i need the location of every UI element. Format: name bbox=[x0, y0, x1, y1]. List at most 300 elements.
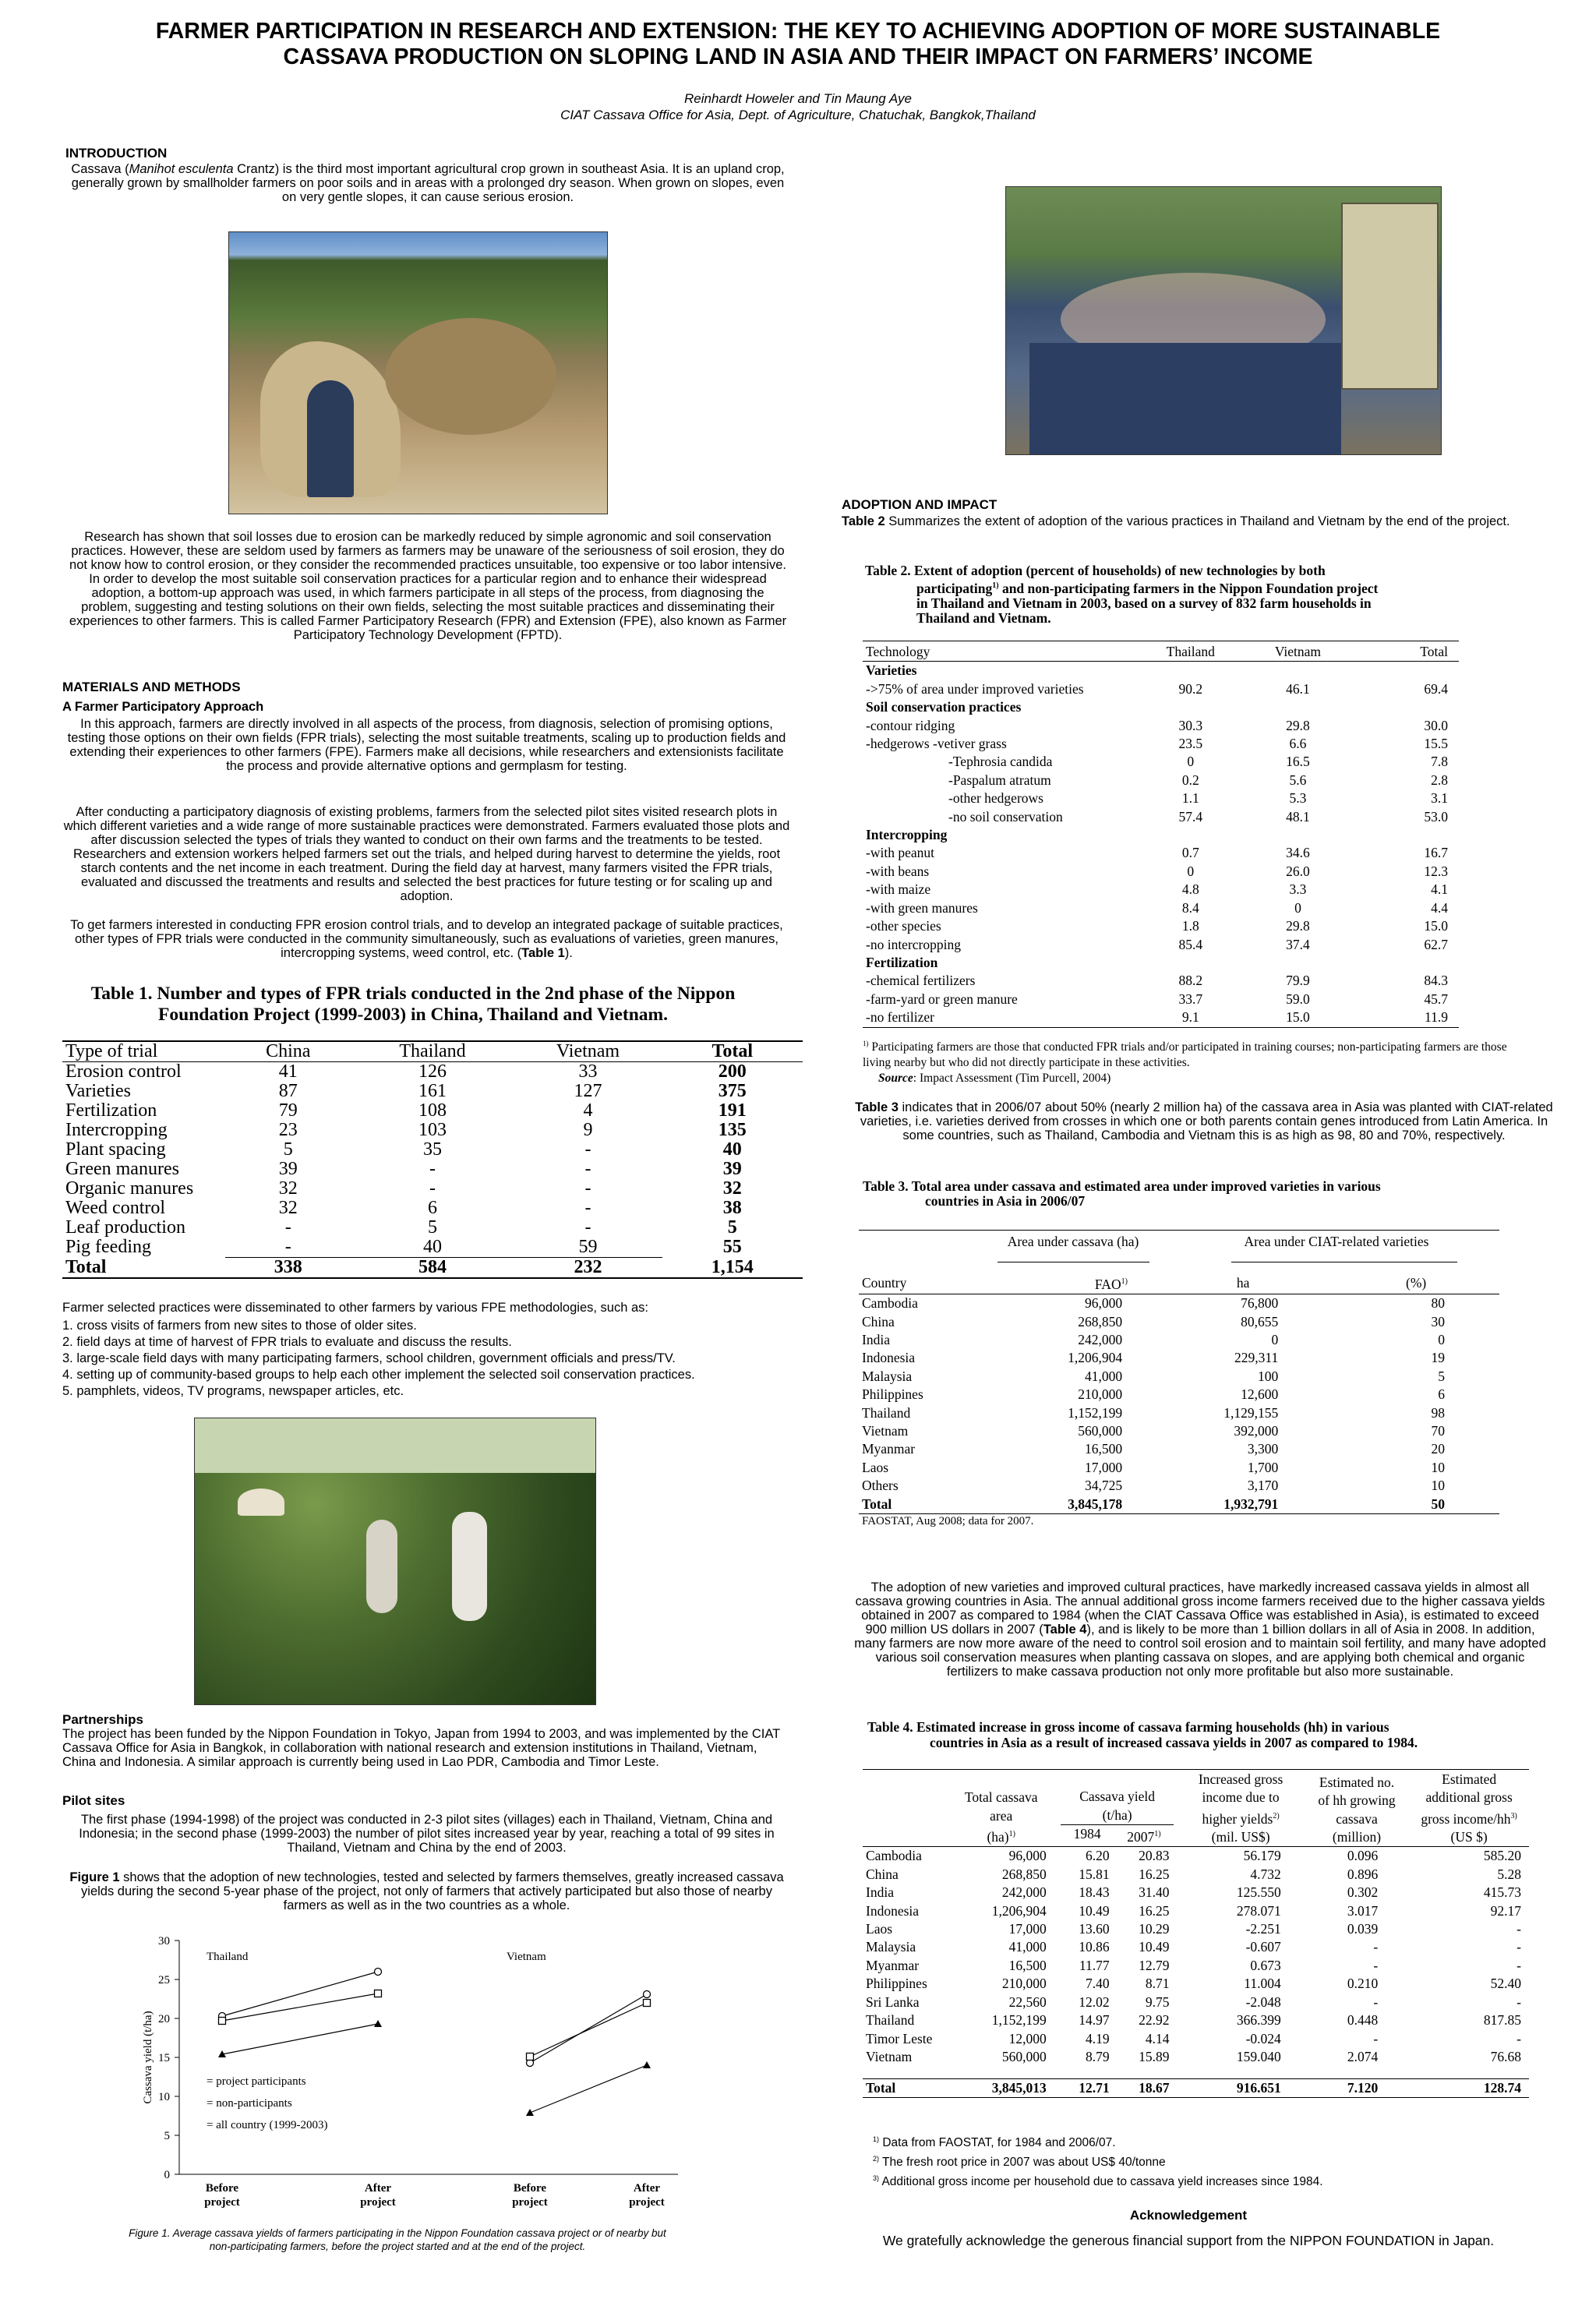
table2-cell: 1.1 bbox=[1181, 790, 1199, 807]
table1-cell: 40 bbox=[351, 1238, 514, 1258]
table4-cell: 15.81 bbox=[1079, 1866, 1110, 1882]
table2-cell: 1.8 bbox=[1181, 918, 1199, 934]
table3-row bbox=[859, 1331, 1499, 1349]
table1-cell: 127 bbox=[574, 1081, 602, 1101]
table1-cell: Organic manures bbox=[65, 1178, 194, 1199]
table2-cell: 7.8 bbox=[1431, 754, 1448, 770]
table2-cell: -with green manures bbox=[866, 899, 978, 916]
table2-caption: Table 2. Extent of adoption (percent of households) of new technologies by both participating$^{1)}$ and non-participating farmers in the Nippon Foundation project in Thailand and Vietnam in 2003, based on a survey of 832 farm households in Thailand and Vietnam. bbox=[865, 563, 1379, 626]
table2-cell bbox=[1351, 698, 1459, 716]
table4-total-cell: Total bbox=[863, 2078, 945, 2097]
table4-cell: 20.83 bbox=[1139, 1848, 1170, 1864]
table2-cell: 4.1 bbox=[1431, 881, 1448, 898]
table2-cell: ->75% of area under improved varieties bbox=[866, 680, 1084, 697]
table2-cell: Soil conservation practices bbox=[866, 699, 1022, 715]
table1-total-cell: 584 bbox=[351, 1258, 514, 1279]
series-line bbox=[222, 2024, 378, 2054]
table4-cell: 11.004 bbox=[1244, 1976, 1281, 1992]
intro-paragraph-2: Research has shown that soil losses due to erosion can be markedly reduced by simple agronomic and soil conservation practices. However, these are seldom used by farmers as farmers may be unaware of the seriousness of soil erosion, they do not know how to control erosion, or they consider the recommended practices unsuitable, too expensive or too labor intensive. In order to develop the most suitable soil conservation practices for a particular region and to enhance their widespread adoption, a bottom-up approach was used, in which farmers participate in all steps of the process, from diagnosing the problem, suggesting and testing solutions on their own fields, selecting the most suitable practices and disseminating their experiences to other farmers. This is called Farmer Participatory Research (FPR) and Extension (FPE), also known as Farmer Participatory Technology Development (FPTD). bbox=[69, 530, 787, 642]
table4-cell: - bbox=[1373, 1993, 1379, 2010]
table4-cell: 52.40 bbox=[1490, 1976, 1521, 1992]
table3-cell: 20 bbox=[1431, 1441, 1445, 1457]
table4-row bbox=[863, 1975, 1529, 1993]
pilot-text: The first phase (1994-1998) of the project was conducted in 2-3 pilot sites (villages) each in Thailand, Vietnam, China and Indonesia; in the second phase (1999-2003) the number of pilot sites increased year by year, reaching a total of 99 sites in Thailand, Vietnam and China by the end of 2003. bbox=[79, 1813, 775, 1855]
table4-cell: Cambodia bbox=[866, 1848, 922, 1864]
table2-cell: 88.2 bbox=[1178, 973, 1203, 989]
figure1-caption: Figure 1. Average cassava yields of farmers participating in the Nippon Foundation cassava project or of nearby but non-participating farmers, before the project started and at the end of the project. bbox=[129, 2227, 666, 2252]
dissemination-intro: Farmer selected practices were disseminated to other farmers by various FPE methodologies, such as: bbox=[62, 1301, 648, 1315]
table4-cell: 2.074 bbox=[1347, 2048, 1379, 2064]
table4-cell: 159.040 bbox=[1236, 2048, 1281, 2064]
table4-cell: Sri Lanka bbox=[866, 1993, 920, 2010]
table4-cell: 10.29 bbox=[1139, 1921, 1170, 1937]
table3-cell: 98 bbox=[1431, 1404, 1445, 1421]
table4-cell: - bbox=[1373, 2030, 1379, 2046]
table3-caption: Table 3. Total area under cassava and estimated area under improved varieties in various countries in Asia in 2006/07 bbox=[863, 1178, 1381, 1209]
table3-row bbox=[859, 1477, 1499, 1495]
table2-cell: 30.0 bbox=[1424, 717, 1448, 733]
table1-cell: - bbox=[225, 1238, 351, 1258]
table4-cell: Myanmar bbox=[866, 1957, 920, 1973]
table2-row bbox=[863, 698, 1459, 716]
table4-cell: 31.40 bbox=[1139, 1884, 1170, 1901]
table4-cell: 817.85 bbox=[1483, 2012, 1521, 2029]
table3-row bbox=[859, 1422, 1499, 1440]
table3-cell: China bbox=[862, 1313, 895, 1330]
table1-header-cell: Vietnam bbox=[514, 1042, 662, 1062]
x-tick-label: project bbox=[629, 2196, 665, 2209]
table3-cell: 3,170 bbox=[1247, 1478, 1279, 1494]
data-point-triangle bbox=[526, 2109, 534, 2116]
data-point-triangle bbox=[374, 2020, 382, 2027]
table2-cell: -with peanut bbox=[866, 845, 934, 861]
table3-cell: 100 bbox=[1258, 1368, 1279, 1384]
table4-total-cell: 916.651 bbox=[1177, 2078, 1304, 2097]
table3-cell: 76,800 bbox=[1241, 1295, 1279, 1312]
table3-total-cell: 3,845,178 bbox=[1026, 1496, 1153, 1514]
table2-cell: 12.3 bbox=[1424, 863, 1448, 879]
table4-cell: 268,850 bbox=[1001, 1866, 1047, 1882]
table2-row bbox=[863, 789, 1459, 807]
table1-cell: 5 bbox=[283, 1139, 293, 1160]
table1-row bbox=[62, 1101, 803, 1121]
table2-cell: 85.4 bbox=[1178, 936, 1203, 952]
table4-cell: 4.14 bbox=[1145, 2030, 1170, 2046]
table4-cell: 16,500 bbox=[1008, 1957, 1047, 1973]
table2-cell: 15.5 bbox=[1424, 736, 1448, 752]
table3-cell: 1,152,199 bbox=[1068, 1404, 1123, 1421]
table4-cell: 210,000 bbox=[1001, 1976, 1047, 1992]
table2-cell: Intercropping bbox=[866, 827, 948, 843]
table2-cell: 15.0 bbox=[1424, 918, 1448, 934]
dissemination-item: 4. setting up of community-based groups to help each other implement the selected soil conservation practices. bbox=[62, 1368, 695, 1382]
table4-cell: 17,000 bbox=[1008, 1921, 1047, 1937]
table3-cell: 96,000 bbox=[1084, 1295, 1123, 1312]
table4-cell: 96,000 bbox=[1008, 1848, 1047, 1864]
table1-cell: Varieties bbox=[65, 1081, 131, 1101]
table4-cell: 0.039 bbox=[1347, 1921, 1379, 1937]
table2-row bbox=[863, 936, 1459, 954]
table2-cell: 23.5 bbox=[1178, 736, 1203, 752]
table4-cell: - bbox=[1517, 1939, 1521, 1955]
table1-total-cell: 232 bbox=[514, 1258, 662, 1279]
figure1-chart bbox=[132, 1929, 694, 2225]
table4-cell: 15.89 bbox=[1139, 2048, 1170, 2064]
legend-entry: = non-participants bbox=[207, 2097, 292, 2110]
table1-cell: 39 bbox=[278, 1159, 298, 1179]
x-tick-label: project bbox=[360, 2196, 396, 2209]
table1-cell: 191 bbox=[718, 1100, 747, 1121]
table3-cell: 0 bbox=[1438, 1332, 1445, 1348]
table1-total-cell: 1,154 bbox=[662, 1258, 803, 1279]
table2-cell: 84.3 bbox=[1424, 973, 1448, 989]
table4-cell: Vietnam bbox=[866, 2048, 913, 2064]
table3-header-cell: (%) bbox=[1333, 1273, 1499, 1294]
table4-cell: 76.68 bbox=[1490, 2048, 1521, 2064]
table3-header-cell: FAO$^{1)}$ bbox=[1026, 1273, 1153, 1294]
table2-cell: 8.4 bbox=[1181, 899, 1199, 916]
table2-row bbox=[863, 881, 1459, 899]
table4-row bbox=[863, 1920, 1529, 1938]
table2-cell: 29.8 bbox=[1286, 918, 1310, 934]
table4-cell: 278.071 bbox=[1236, 1902, 1281, 1919]
table2-cell: 5.3 bbox=[1289, 790, 1307, 807]
table1-cell: - bbox=[429, 1159, 436, 1179]
table4-header-yield: Cassava yield (t/ha) 1984 2007$^{1)}$ bbox=[1058, 1771, 1178, 1847]
title-line2: CASSAVA PRODUCTION ON SLOPING LAND IN ASIA AND THEIR IMPACT ON FARMERS’ INCOME bbox=[283, 44, 1313, 69]
data-point-square bbox=[375, 1990, 382, 1997]
table2-footnote: $^{1)}$ Participating farmers are those that conducted FPR trials and/or participated in training courses; non-participating farmers are those living nearby but who did not directly participate in these activities. Source: Impact Assessment (Tim Purcell, 2004) bbox=[863, 1040, 1507, 1086]
series-line bbox=[222, 1972, 378, 2016]
table1-cell: 32 bbox=[722, 1178, 742, 1199]
table1-cell: Fertilization bbox=[65, 1100, 157, 1121]
table2-cell: 79.9 bbox=[1286, 973, 1310, 989]
table2-header-row bbox=[863, 643, 1459, 662]
series-line bbox=[222, 1993, 378, 2021]
table2-cell: -with maize bbox=[866, 881, 931, 898]
table2-row bbox=[863, 808, 1459, 826]
table2-cell: 53.0 bbox=[1424, 808, 1448, 825]
table2-cell: 29.8 bbox=[1286, 717, 1310, 733]
table2-row bbox=[863, 662, 1459, 680]
table2-cell bbox=[1137, 662, 1245, 680]
table3-total-row bbox=[859, 1496, 1499, 1514]
intro-heading: INTRODUCTION bbox=[65, 146, 168, 161]
table3-cell: 3,300 bbox=[1247, 1441, 1279, 1457]
table2-cell: 16.7 bbox=[1424, 845, 1448, 861]
panel-title: Thailand bbox=[207, 1951, 249, 1963]
table1-row bbox=[62, 1218, 803, 1238]
table3-row bbox=[859, 1294, 1499, 1313]
farmer-figure bbox=[307, 380, 354, 497]
methods-paragraph-1: In this approach, farmers are directly involved in all aspects of the process, from diagnosis, selection of promising options, testing those options on their own fields (FPR trials), selecting the most suitable treatments, scaling up to production fields and extending their experiences to other farmers (FPE). Farmers make all decisions, while researchers and extensionists facilitate the process and provide alternative options and germplasm for testing. bbox=[67, 717, 786, 773]
table2-cell: -chemical fertilizers bbox=[866, 973, 976, 989]
table2-row bbox=[863, 899, 1459, 917]
table3-cell: Thailand bbox=[862, 1404, 911, 1421]
table4-cell: 6.20 bbox=[1085, 1848, 1110, 1864]
x-tick-label: After bbox=[364, 2182, 392, 2195]
table3 bbox=[859, 1273, 1499, 1528]
table2-row bbox=[863, 735, 1459, 753]
table2-row bbox=[863, 753, 1459, 771]
table1-cell: 23 bbox=[278, 1120, 298, 1140]
data-point-circle bbox=[644, 1991, 651, 1998]
title-line1: FARMER PARTICIPATION IN RESEARCH AND EXTENSION: THE KEY TO ACHIEVING ADOPTION OF MORE SUSTAINABLE bbox=[155, 19, 1441, 44]
table2-cell: 4.8 bbox=[1181, 881, 1199, 898]
table3-cell: 1,129,155 bbox=[1223, 1404, 1279, 1421]
table1-header-cell: Type of trial bbox=[62, 1042, 225, 1062]
table2-row bbox=[863, 826, 1459, 844]
table2-cell: 69.4 bbox=[1424, 680, 1448, 697]
table3-row bbox=[859, 1349, 1499, 1367]
table4-cell: 41,000 bbox=[1008, 1939, 1047, 1955]
data-point-triangle bbox=[643, 2061, 651, 2068]
table3-cell: 242,000 bbox=[1078, 1332, 1123, 1348]
table4-header-row bbox=[863, 1771, 1529, 1847]
table2-cell bbox=[1137, 698, 1245, 716]
table1-cell: 32 bbox=[278, 1178, 298, 1199]
table3-cell: 268,850 bbox=[1078, 1313, 1123, 1330]
table3-cell: 70 bbox=[1431, 1423, 1445, 1439]
table2-row bbox=[863, 972, 1459, 990]
table1-cell: 79 bbox=[278, 1100, 298, 1121]
y-tick-label: 30 bbox=[158, 1935, 170, 1948]
table1-cell: 200 bbox=[718, 1061, 747, 1082]
table4-cell: 22.92 bbox=[1139, 2012, 1170, 2029]
table4-cell: Laos bbox=[866, 1921, 893, 1937]
hat-figure bbox=[238, 1488, 284, 1516]
table4-cell: 0.096 bbox=[1347, 1848, 1379, 1864]
table2-cell bbox=[1245, 662, 1352, 680]
table3-cell: 80 bbox=[1431, 1295, 1445, 1312]
table2-cell: -other hedgerows bbox=[948, 790, 1043, 807]
table4-cell: 7.40 bbox=[1085, 1976, 1110, 1992]
legend-entry: = project participants bbox=[207, 2075, 306, 2088]
table3-row bbox=[859, 1440, 1499, 1458]
table1-cell: 35 bbox=[423, 1139, 442, 1160]
table2-cell: 90.2 bbox=[1178, 680, 1203, 697]
data-point-circle bbox=[375, 1969, 382, 1976]
table1-cell: 38 bbox=[722, 1198, 742, 1218]
table1-header-cell: Total bbox=[662, 1042, 803, 1062]
table4-cell: 415.73 bbox=[1483, 1884, 1521, 1901]
table4-cell: 125.550 bbox=[1236, 1884, 1281, 1901]
table3-cell: 17,000 bbox=[1084, 1459, 1123, 1475]
table3-header-row bbox=[859, 1273, 1499, 1294]
table1-cell: 33 bbox=[578, 1061, 598, 1082]
table3-cell: Cambodia bbox=[862, 1295, 918, 1312]
table2-cell bbox=[1351, 954, 1459, 972]
table1-cell: - bbox=[284, 1217, 291, 1238]
table2-row bbox=[863, 917, 1459, 935]
panel-title: Vietnam bbox=[507, 1951, 546, 1963]
table3-cell: 12,600 bbox=[1241, 1386, 1279, 1403]
table4-cell: 8.71 bbox=[1145, 1976, 1170, 1992]
data-point-square bbox=[644, 2000, 651, 2007]
table2-cell: 30.3 bbox=[1178, 717, 1203, 733]
table2-cell bbox=[1137, 954, 1245, 972]
table4-cell: 0.302 bbox=[1347, 1884, 1379, 1901]
table4-cell: 1,206,904 bbox=[991, 1902, 1047, 1919]
table3-cell: 41,000 bbox=[1084, 1368, 1123, 1384]
methods-paragraph-3: To get farmers interested in conducting FPR erosion control trials, and to develop an integrated package of suitable practices, other types of FPR trials were conducted in the community simultaneously, such as evaluations of varieties, green manures, intercropping systems, weed control, etc. (Table 1). bbox=[70, 918, 783, 960]
table4-cell: - bbox=[1373, 1939, 1379, 1955]
table2-row bbox=[863, 717, 1459, 735]
table4-cell: Indonesia bbox=[866, 1902, 920, 1919]
table1-cell: Intercropping bbox=[65, 1120, 168, 1140]
table3-cell: Indonesia bbox=[862, 1350, 916, 1366]
table1-cell: Erosion control bbox=[65, 1061, 182, 1082]
table4-cell: Philippines bbox=[866, 1976, 927, 1992]
table2-cell: 48.1 bbox=[1286, 808, 1310, 825]
table3-total-cell: 50 bbox=[1333, 1496, 1499, 1514]
table2-cell: 45.7 bbox=[1424, 991, 1448, 1007]
table4-cell: 12.79 bbox=[1139, 1957, 1170, 1973]
table4-row bbox=[863, 1957, 1529, 1975]
table3-group1: Area under cassava (ha) bbox=[1007, 1234, 1139, 1249]
table2-row bbox=[863, 863, 1459, 881]
table1 bbox=[62, 1042, 803, 1279]
table4-cell: - bbox=[1373, 1957, 1379, 1973]
table2-cell: 33.7 bbox=[1178, 991, 1203, 1007]
table3-total-cell: 1,932,791 bbox=[1153, 1496, 1333, 1514]
table1-total-row bbox=[62, 1258, 803, 1279]
table4-cell: 0.448 bbox=[1347, 2012, 1379, 2029]
table2-cell bbox=[1137, 826, 1245, 844]
table3-cell: 210,000 bbox=[1078, 1386, 1123, 1403]
table2-cell: -contour ridging bbox=[866, 717, 955, 733]
table4-cell: 56.179 bbox=[1243, 1848, 1281, 1864]
table2-cell: -no soil conservation bbox=[948, 808, 1063, 825]
table3-cell: 560,000 bbox=[1078, 1423, 1123, 1439]
table1-cell: Plant spacing bbox=[65, 1139, 166, 1160]
table1-cell: 55 bbox=[722, 1237, 742, 1258]
table4-cell: Malaysia bbox=[866, 1939, 916, 1955]
x-tick-label: After bbox=[633, 2182, 661, 2195]
table4-cell: -2.048 bbox=[1245, 1993, 1281, 2010]
table1-cell: - bbox=[584, 1159, 591, 1179]
table4-header-area: Total cassava area (ha)$^{1)}$ bbox=[945, 1771, 1058, 1847]
table4-total-cell: 128.74 bbox=[1409, 2078, 1529, 2097]
table2-cell: 0 bbox=[1187, 754, 1195, 770]
table4-notes: $^{1)}$ Data from FAOSTAT, for 1984 and 2006/07. $^{2)}$ The fresh root price in 2007 was about US$ 40/tonne $^{3)}$ Additional gross income per household due to cassava yield increases since 1984. bbox=[873, 2135, 1323, 2189]
table4-cell: 4.19 bbox=[1085, 2030, 1110, 2046]
table2-cell: -Paspalum atratum bbox=[948, 772, 1051, 788]
table2-row bbox=[863, 991, 1459, 1008]
table4-row bbox=[863, 2048, 1529, 2066]
table2-cell: 2.8 bbox=[1431, 772, 1448, 788]
table3-cell: Malaysia bbox=[862, 1368, 913, 1384]
table4-cell: Timor Leste bbox=[866, 2030, 933, 2046]
table4-cell: 12,000 bbox=[1008, 2030, 1047, 2046]
table2-cell bbox=[1245, 698, 1352, 716]
table1-cell: - bbox=[429, 1178, 436, 1199]
table2-row bbox=[863, 954, 1459, 972]
table2-cell: 15.0 bbox=[1245, 1008, 1352, 1027]
table2-cell: 34.6 bbox=[1286, 845, 1310, 861]
impact-text: The adoption of new varieties and improved cultural practices, have markedly increased cassava yields in almost all cassava growing countries in Asia. The annual additional gross income farmers received due to the higher cassava yields obtained in 2007 as compared to 1984 (when the CIAT Cassava Office was established in Asia), is estimated to exceed 900 million US dollars in 2007 (Table 4), and is likely to be more than 1 billion dollars in all of Asia in 2008. In addition, many farmers are now more aware of the need to control soil erosion and to maintain soil fertility, and many have adopted various soil conservation measures when planting cassava on slopes, and are applying both chemical and organic fertilizers to make cassava production not only more profitable but also more sustainable. bbox=[854, 1580, 1546, 1679]
data-point-square bbox=[219, 2018, 226, 2025]
table1-cell: - bbox=[584, 1139, 591, 1160]
affiliation: CIAT Cassava Office for Asia, Dept. of Agriculture, Chatuchak, Bangkok,Thailand bbox=[560, 108, 1036, 122]
table4-total-cell: 3,845,013 bbox=[945, 2078, 1058, 2097]
table1-cell: Green manures bbox=[65, 1159, 179, 1179]
table1-cell: - bbox=[584, 1178, 591, 1199]
y-axis-label: Cassava yield (t/ha) bbox=[142, 2011, 154, 2104]
table4-cell: 14.97 bbox=[1079, 2012, 1110, 2029]
table2-cell: -farm-yard or green manure bbox=[866, 991, 1018, 1007]
table2-cell: 59.0 bbox=[1286, 991, 1310, 1007]
table4-row bbox=[863, 2030, 1529, 2048]
table1-header-cell: China bbox=[225, 1042, 351, 1062]
table4-total-cell: 18.67 bbox=[1118, 2078, 1178, 2097]
table4-header-gross: Increased gross income due to higher yields$^{2)}$ (mil. US$) bbox=[1177, 1771, 1304, 1847]
table2-cell: 11.9 bbox=[1351, 1008, 1459, 1027]
table2-cell bbox=[1351, 826, 1459, 844]
table3-row bbox=[859, 1386, 1499, 1404]
table1-row bbox=[62, 1121, 803, 1140]
table1-cell: 59 bbox=[514, 1238, 662, 1258]
table2 bbox=[863, 643, 1459, 1028]
table2-cell: 0 bbox=[1294, 899, 1301, 916]
table2-cell: 37.4 bbox=[1286, 936, 1310, 952]
table3-cell: 34,725 bbox=[1084, 1478, 1123, 1494]
ack-text: We gratefully acknowledge the generous financial support from the NIPPON FOUNDATION in Japan. bbox=[882, 2233, 1495, 2248]
table3-row bbox=[859, 1459, 1499, 1477]
table4-cell: - bbox=[1517, 2030, 1521, 2046]
table3-intro: Table 3 indicates that in 2006/07 about 50% (nearly 2 million ha) of the cassava area in Asia was planted with CIAT-related varieties, i.e. varieties derived from crosses in which one or both parents contain genes introduced from Latin America. In some countries, such as Thailand, Cambodia and Vietnam this is as high as 98, 80 and 70%, respectively. bbox=[855, 1100, 1553, 1142]
table1-cell: 135 bbox=[718, 1120, 747, 1140]
table3-header-cell: ha bbox=[1153, 1273, 1333, 1294]
table2-cell: -no fertilizer bbox=[863, 1008, 1137, 1027]
table2-cell: Varieties bbox=[866, 662, 917, 679]
table4-header-hh: Estimated no. of hh growing cassava (million) bbox=[1305, 1771, 1409, 1847]
table1-cell: - bbox=[584, 1198, 591, 1218]
table1-total-cell: 338 bbox=[225, 1258, 351, 1279]
table3-cell: 16,500 bbox=[1084, 1441, 1123, 1457]
table1-row bbox=[62, 1238, 803, 1258]
table1-caption: Table 1. Number and types of FPR trials conducted in the 2nd phase of the Nippon Foundation Project (1999-2003) in China, Thailand and Vietnam. bbox=[90, 983, 736, 1025]
table4-cell: - bbox=[1517, 1993, 1521, 2010]
table4-cell: 585.20 bbox=[1483, 1848, 1521, 1864]
table3-cell: 6 bbox=[1438, 1386, 1445, 1403]
table4-cell: 4.732 bbox=[1250, 1866, 1281, 1882]
methods-subheading: A Farmer Participatory Approach bbox=[62, 700, 264, 714]
table4-cell: 1,152,199 bbox=[991, 2012, 1047, 2029]
table2-header-cell: Total bbox=[1351, 643, 1459, 662]
table2-cell: 16.5 bbox=[1286, 754, 1310, 770]
table2-cell bbox=[1351, 662, 1459, 680]
series-line bbox=[530, 2003, 647, 2057]
table2-cell: -with beans bbox=[866, 863, 930, 879]
table3-cell: Others bbox=[862, 1478, 899, 1494]
table4-cell: 10.49 bbox=[1139, 1939, 1170, 1955]
table4-cell: 16.25 bbox=[1139, 1902, 1170, 1919]
table3-row bbox=[859, 1313, 1499, 1331]
y-tick-label: 10 bbox=[158, 2091, 170, 2103]
poster-board bbox=[1341, 203, 1439, 390]
table2-cell: 46.1 bbox=[1286, 680, 1310, 697]
table1-cell: 32 bbox=[278, 1198, 298, 1218]
y-tick-label: 25 bbox=[158, 1974, 170, 1986]
partnerships-text: The project has been funded by the Nippon Foundation in Tokyo, Japan from 1994 to 2003, and was implemented by the CIAT Cassava Office for Asia in Bangkok, in collaboration with national research and extension institutions in Thailand, Vietnam, China and Indonesia. A similar approach is currently being used in Lao PDR, Cambodia and Timor Leste. bbox=[62, 1727, 780, 1769]
x-tick-label: project bbox=[204, 2196, 240, 2209]
data-point-square bbox=[527, 2054, 534, 2061]
table2-row bbox=[863, 1008, 1459, 1027]
table4-cell: Thailand bbox=[866, 2012, 915, 2029]
dissemination-list bbox=[62, 1318, 810, 1400]
table2-row bbox=[863, 844, 1459, 862]
